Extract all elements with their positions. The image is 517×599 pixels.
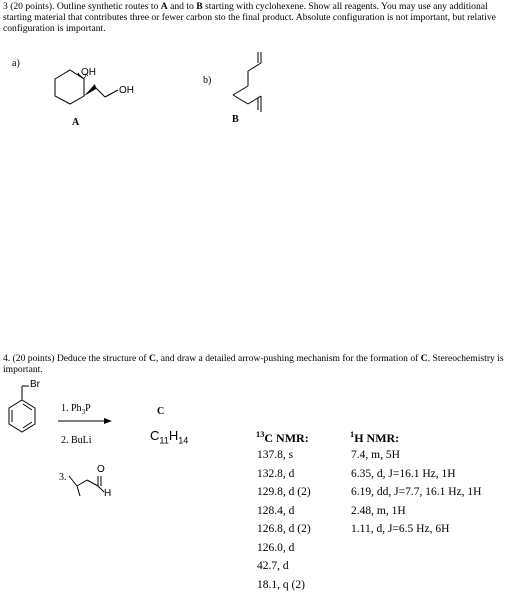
part-b-label: b)	[203, 75, 212, 86]
reagent-step-2: 2. BuLi	[61, 435, 92, 446]
c13-nmr-title: $^{13}$C NMR:	[256, 430, 309, 445]
c13-peak: 129.8, d (2)	[257, 486, 311, 498]
compound-c-label: C	[157, 406, 165, 417]
h1-peak: 7.4, m, 5H	[351, 449, 400, 461]
compound-a-label: A	[72, 117, 80, 128]
aldehyde-h-label: H	[104, 488, 112, 499]
c13-peak: 137.8, s	[257, 449, 294, 461]
h1-peak: 1.11, d, J=6.5 Hz, 6H	[351, 523, 450, 535]
c13-peak: 128.4, d	[257, 504, 295, 517]
c13-peak: 126.8, d (2)	[257, 523, 311, 535]
question-3-text: 3 (20 points). Outline synthetic routes to A and to B starting with cyclohexene. Show all reagents. You may use any additional starting material that contributes three or fewer carbon sto the final product. Absolute configuration is not important, but relative configuration is important.	[3, 1, 496, 35]
c13-peak: 42.7, d	[257, 560, 289, 572]
compound-b-label: B	[232, 114, 239, 125]
reagent-step-1: 1. $Ph_3P$	[61, 403, 91, 416]
h1-peak: 6.35, d, J=16.1 Hz, 1H	[351, 467, 456, 480]
h1-nmr-title: $^1$H NMR:	[350, 430, 400, 445]
c13-nmr-peaks	[257, 446, 311, 594]
br-label: Br	[30, 379, 40, 390]
reagent-step-3: 3.	[59, 472, 67, 483]
part-a-label: a)	[12, 58, 20, 69]
c13-peak: 18.1, q (2)	[257, 578, 305, 591]
compound-c-formula: $C_{11}H_{14}$	[150, 428, 189, 446]
h1-nmr-peaks	[351, 446, 481, 539]
h1-peak: 2.48, m, 1H	[351, 504, 406, 517]
aldehyde-o-label: O	[97, 464, 105, 475]
oh-top-label: OH	[81, 67, 96, 78]
h1-peak: 6.19, dd, J=7.7, 16.1 Hz, 1H	[351, 486, 482, 498]
c13-peak: 126.0, d	[257, 541, 295, 554]
oh-chain-label: OH	[119, 85, 134, 96]
c13-peak: 132.8, d	[257, 467, 295, 480]
question-4-text: 4. (20 points) Deduce the structure of C, and draw a detailed arrow-pushing mechanism for the formation of C. Stereochemistry is important.	[3, 353, 504, 376]
